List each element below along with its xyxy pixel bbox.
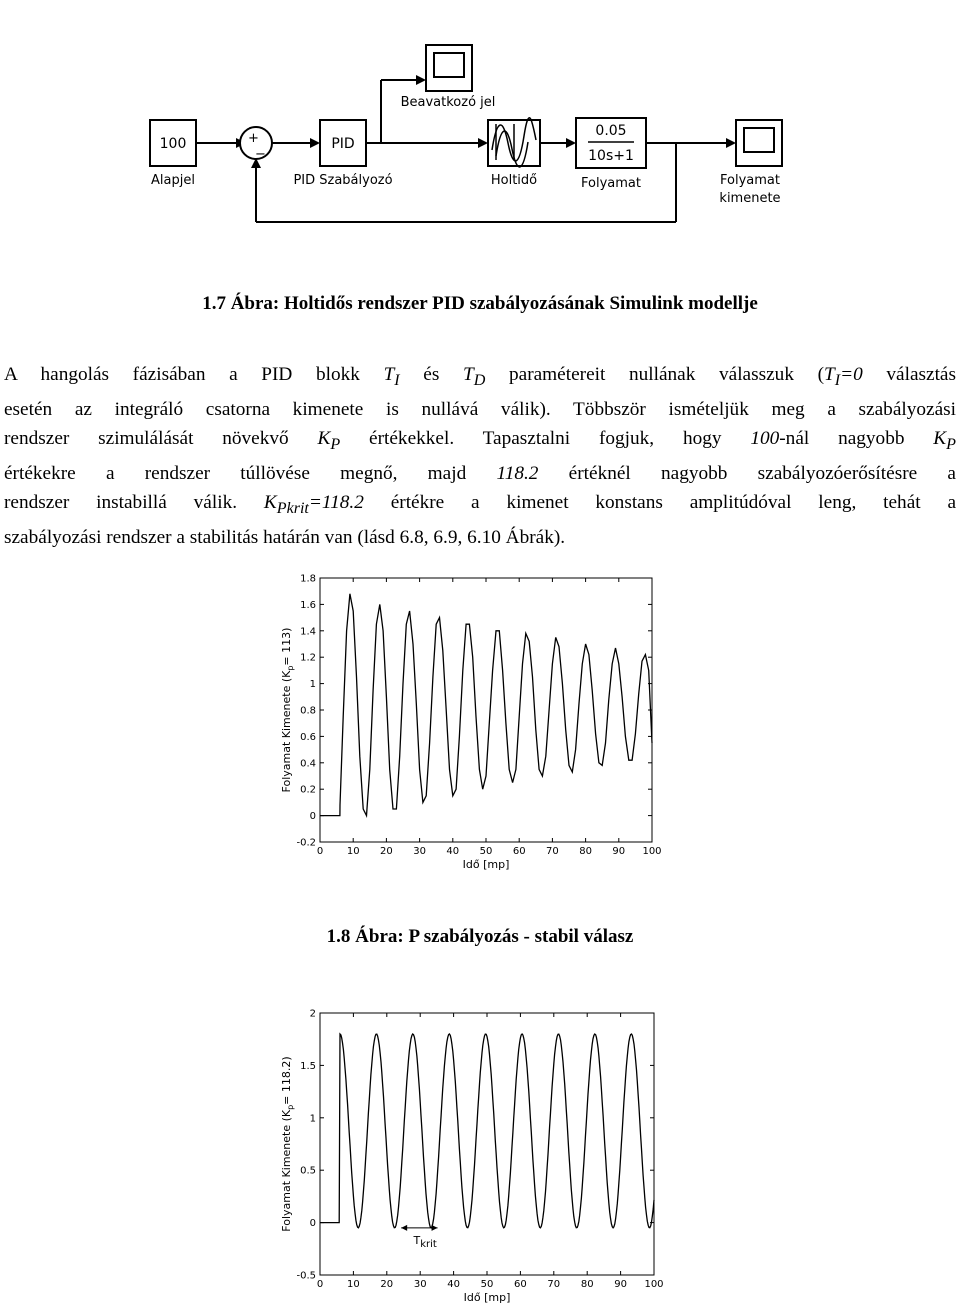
x-tick-label: 50 xyxy=(479,846,493,857)
x-tick-label: 20 xyxy=(380,1279,394,1290)
y-tick-label: 1.8 xyxy=(300,573,316,585)
y-tick-label: 1 xyxy=(309,1113,316,1125)
x-tick-label: 90 xyxy=(614,1279,627,1290)
pid-label: PID Szabályozó xyxy=(293,173,393,188)
body-paragraph xyxy=(4,360,956,552)
output-label-1: Folyamat xyxy=(720,173,780,188)
constant-label: Alapjel xyxy=(151,173,195,188)
pid-block[interactable] xyxy=(320,120,366,166)
tf-denominator: 10s+1 xyxy=(588,148,634,164)
paragraph-line: A hangolás fázisában a PID blokk $T_I$ és $T_D$ paramétereit nullának válasszuk ($T_I=0$ választás xyxy=(4,364,956,389)
figure-caption-1-7: 1.7 Ábra: Holtidős rendszer PID szabályozásának Simulink modellje xyxy=(202,293,758,314)
y-axis-label: Folyamat Kimenete $(K_p= 118.2)$ xyxy=(280,1056,295,1232)
x-tick-label: 40 xyxy=(447,1279,460,1290)
x-tick-label: 0 xyxy=(316,846,324,857)
x-tick-label: 70 xyxy=(546,846,559,857)
y-tick-label: 2 xyxy=(309,1008,316,1020)
pid-text: PID xyxy=(331,136,355,152)
y-tick-label: -0.2 xyxy=(296,837,316,849)
tf-numerator: 0.05 xyxy=(595,123,627,139)
scope-output-block[interactable] xyxy=(736,120,782,166)
constant-block[interactable] xyxy=(150,120,196,166)
x-tick-label: 80 xyxy=(580,1279,594,1290)
scope-control-block[interactable] xyxy=(426,45,472,91)
x-axis-label: Idő [mp] xyxy=(462,858,510,871)
sum-minus: − xyxy=(255,147,266,162)
x-tick-label: 10 xyxy=(347,1279,360,1290)
x-tick-label: 30 xyxy=(413,846,426,857)
y-tick-label: 1.6 xyxy=(300,599,316,611)
y-tick-label: 1 xyxy=(309,679,316,691)
x-tick-label: 90 xyxy=(612,846,626,857)
x-tick-label: 0 xyxy=(316,1279,324,1290)
sum-block[interactable] xyxy=(240,127,272,162)
y-tick-label: 0.5 xyxy=(300,1165,316,1177)
constant-value: 100 xyxy=(159,136,187,152)
output-label-2: kimenete xyxy=(719,191,781,206)
y-tick-label: 1.5 xyxy=(300,1060,316,1072)
x-tick-label: 50 xyxy=(480,1279,494,1290)
paragraph-line: rendszer instabillá válik. $K_{Pkrit}=118.2$ értékre a kimenet konstans amplitúdóval leng, tehát a xyxy=(4,491,957,517)
paragraph-line: szabályozási rendszer a stabilitás határán van (lásd 6.8, 6.9, 6.10 Ábrák). xyxy=(4,526,566,548)
figure-caption-1-8: 1.8 Ábra: P szabályozás - stabil válasz xyxy=(326,926,634,947)
y-tick-label: -0.5 xyxy=(296,1270,316,1282)
y-tick-label: 0.6 xyxy=(300,731,316,743)
x-tick-label: 60 xyxy=(512,846,526,857)
x-tick-label: 10 xyxy=(346,846,360,857)
transfer-function-block[interactable] xyxy=(576,118,646,168)
x-tick-label: 80 xyxy=(579,846,592,857)
chart-kp-118-2 xyxy=(268,1002,668,1309)
scope-icon xyxy=(744,128,774,152)
sum-plus: + xyxy=(248,131,259,146)
plot-area xyxy=(320,1013,654,1275)
paragraph-line: rendszer szimulálását növekvő $K_P$ értékekkel. Tapasztalni fogjuk, hogy 100-nál nagyobb $K_P$ xyxy=(4,427,956,453)
paragraph-line: esetén az integráló csatorna kimenete is nullává válik). Többször ismételjük meg a szabályozási xyxy=(4,398,956,420)
y-tick-label: 0.2 xyxy=(300,784,316,796)
chart-kp-113 xyxy=(268,568,668,880)
y-tick-label: 0 xyxy=(309,811,316,823)
y-axis-label: Folyamat Kimenete $(K_p= 113)$ xyxy=(280,627,295,793)
y-tick-label: 1.2 xyxy=(300,652,316,664)
x-tick-label: 20 xyxy=(380,846,393,857)
y-tick-label: 1.4 xyxy=(300,626,316,638)
x-tick-label: 70 xyxy=(547,1279,561,1290)
process-label: Folyamat xyxy=(581,176,641,191)
x-tick-label: 100 xyxy=(644,1279,664,1290)
delay-label: Holtidő xyxy=(490,173,538,188)
y-tick-label: 0 xyxy=(309,1218,316,1230)
x-tick-label: 60 xyxy=(514,1279,527,1290)
scope-control-label: Beavatkozó jel xyxy=(400,95,496,110)
x-axis-label: Idő [mp] xyxy=(463,1291,511,1304)
y-tick-label: 0.4 xyxy=(300,758,316,770)
plot-area xyxy=(320,578,652,842)
x-tick-label: 40 xyxy=(446,846,460,857)
simulink-diagram xyxy=(0,0,960,240)
y-tick-label: 0.8 xyxy=(300,705,316,717)
x-tick-label: 100 xyxy=(642,846,662,857)
paragraph-line: értékekre a rendszer túllövése megnő, majd 118.2 értéknél nagyobb szabályozóerősítésre a xyxy=(4,462,956,484)
transport-delay-block[interactable] xyxy=(488,118,540,167)
tkrit-label: Tkrit xyxy=(413,1233,437,1250)
scope-icon xyxy=(434,53,464,77)
x-tick-label: 30 xyxy=(413,1279,427,1290)
